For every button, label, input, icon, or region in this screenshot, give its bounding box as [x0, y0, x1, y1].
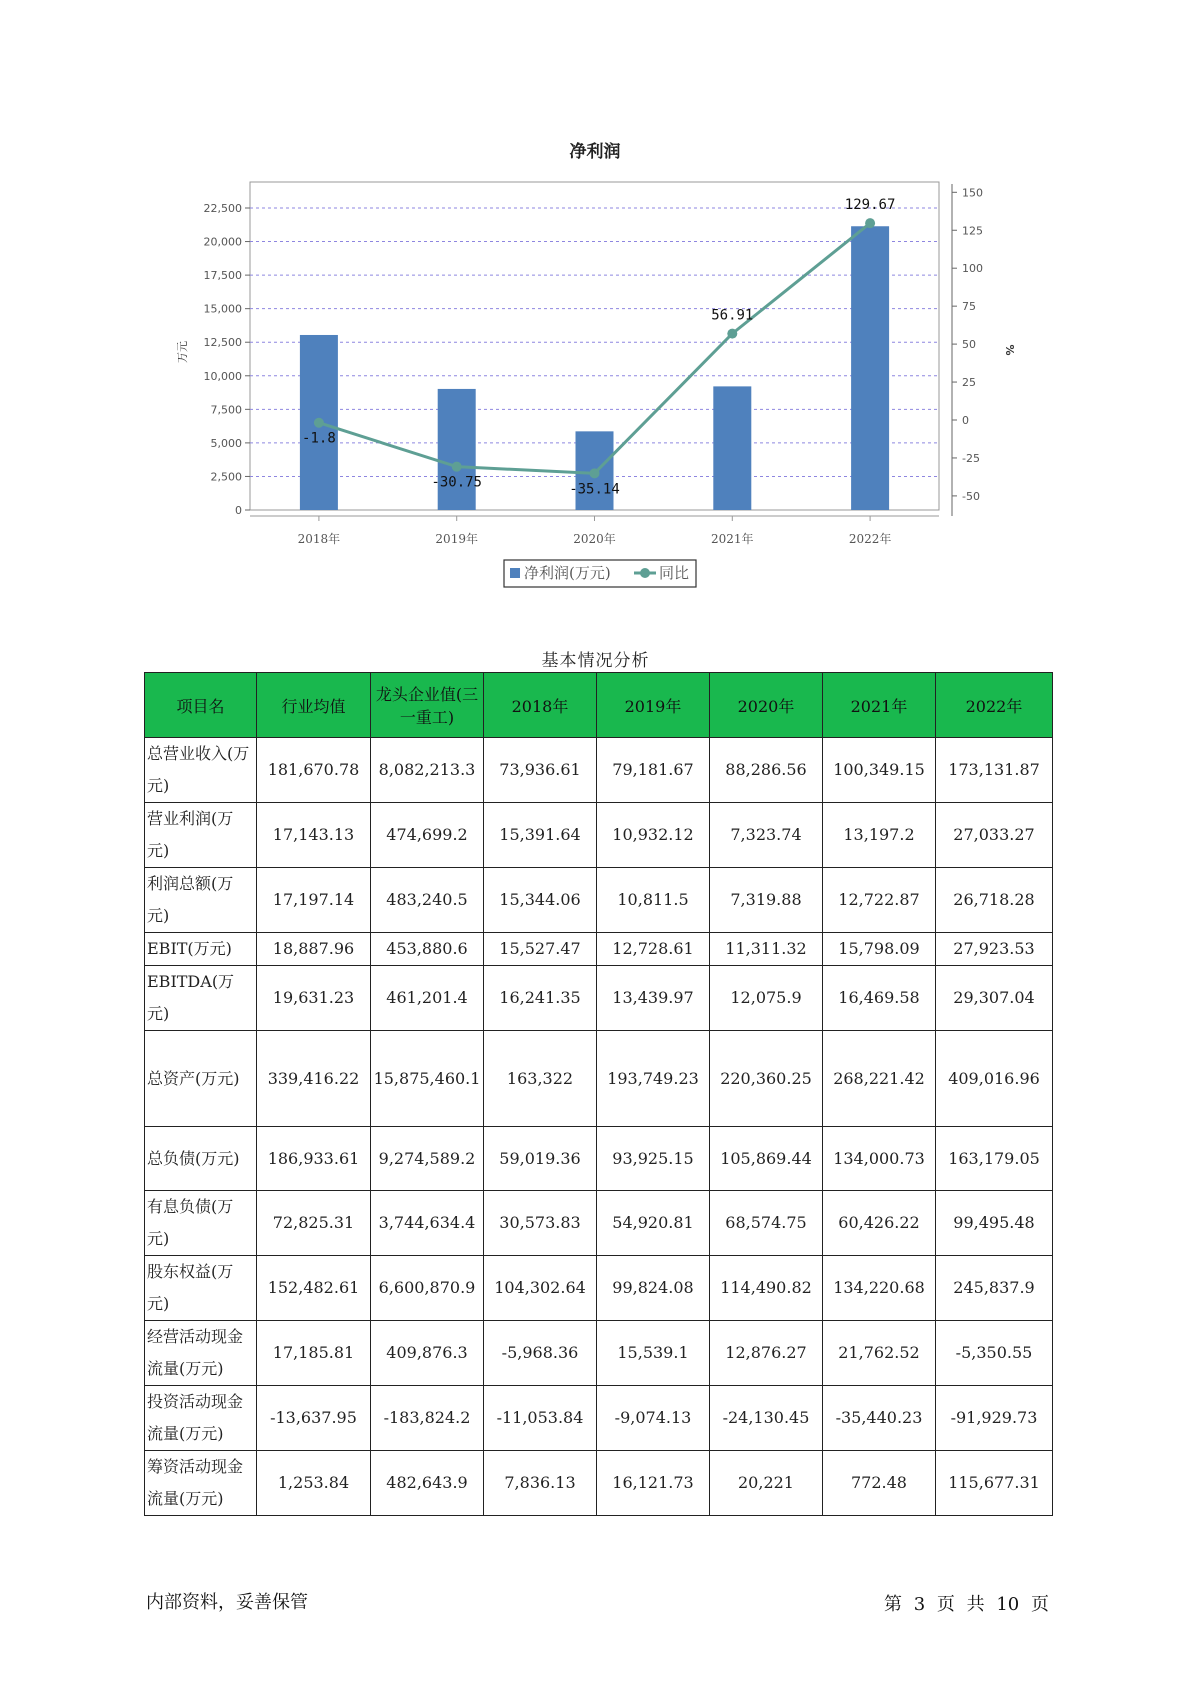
row-label: 总营业收入(万元) [145, 738, 257, 803]
table-header-row [145, 673, 1053, 738]
table-cell: 26,718.28 [936, 868, 1053, 933]
table-row [145, 1191, 1053, 1256]
table-cell: 21,762.52 [823, 1321, 936, 1386]
row-label: EBITDA(万元) [145, 966, 257, 1031]
table-cell: 17,197.14 [257, 868, 371, 933]
table-cell: -13,637.95 [257, 1386, 371, 1451]
table-cell: 173,131.87 [936, 738, 1053, 803]
table-cell: 27,923.53 [936, 933, 1053, 966]
legend-bar-swatch [510, 568, 520, 578]
table-cell: 474,699.2 [371, 803, 484, 868]
table-cell: 409,876.3 [371, 1321, 484, 1386]
x-tick-label: 2022年 [848, 532, 892, 546]
table-header-cell: 2021年 [823, 673, 936, 738]
yoy-point [727, 329, 737, 339]
y2-tick-label: -50 [962, 489, 980, 503]
table-cell: 105,869.44 [710, 1127, 823, 1191]
x-tick-label: 2019年 [435, 532, 478, 546]
y-tick-label: 22,500 [203, 202, 242, 215]
table-cell: 12,728.61 [597, 933, 710, 966]
table-cell: 220,360.25 [710, 1031, 823, 1127]
table-cell: 12,075.9 [710, 966, 823, 1031]
table-cell: 7,319.88 [710, 868, 823, 933]
table-cell: 20,221 [710, 1451, 823, 1516]
table-cell: 18,887.96 [257, 933, 371, 966]
table-cell: 17,185.81 [257, 1321, 371, 1386]
table-cell: 186,933.61 [257, 1127, 371, 1191]
table-cell: 15,539.1 [597, 1321, 710, 1386]
table-cell: 15,875,460.1 [371, 1031, 484, 1127]
table-cell: 10,811.5 [597, 868, 710, 933]
table-cell: 99,824.08 [597, 1256, 710, 1321]
table-cell: 17,143.13 [257, 803, 371, 868]
table-caption: 基本情况分析 [541, 651, 650, 671]
table-cell: 99,495.48 [936, 1191, 1053, 1256]
y-tick-label: 0 [235, 504, 242, 517]
yoy-data-label: -1.8 [302, 430, 336, 447]
table-row [145, 1321, 1053, 1386]
table-row [145, 738, 1053, 803]
y2-tick-label: -25 [962, 451, 980, 465]
table-cell: 12,876.27 [710, 1321, 823, 1386]
table-cell: 409,016.96 [936, 1031, 1053, 1127]
row-label: 总负债(万元) [145, 1127, 257, 1191]
table-cell: 15,344.06 [484, 868, 597, 933]
table-cell: 16,121.73 [597, 1451, 710, 1516]
y2-tick-label: 25 [962, 376, 976, 390]
table-cell: 13,439.97 [597, 966, 710, 1031]
table-cell: 16,469.58 [823, 966, 936, 1031]
table-cell: 245,837.9 [936, 1256, 1053, 1321]
yoy-data-label: 56.91 [711, 307, 754, 324]
yoy-point [865, 218, 875, 228]
table-row [145, 1127, 1053, 1191]
x-tick-label: 2021年 [711, 532, 754, 546]
table-header-cell: 龙头企业值(三一重工) [371, 673, 484, 738]
table-cell: 8,082,213.3 [371, 738, 484, 803]
yoy-point [314, 418, 324, 428]
row-label: 总资产(万元) [145, 1031, 257, 1127]
table-cell: 19,631.23 [257, 966, 371, 1031]
yoy-point [590, 468, 600, 478]
y2-tick-label: 125 [962, 224, 983, 238]
y-tick-label: 20,000 [203, 235, 242, 249]
table-cell: -9,074.13 [597, 1386, 710, 1451]
row-label: 营业利润(万元) [145, 803, 257, 868]
table-cell: -35,440.23 [823, 1386, 936, 1451]
footer-confidential-note: 内部资料，妥善保管 [146, 1592, 308, 1613]
table-cell: 453,880.6 [371, 933, 484, 966]
table-row [145, 933, 1053, 966]
table-cell: 772.48 [823, 1451, 936, 1516]
table-row [145, 803, 1053, 868]
y-tick-label: 10,000 [203, 369, 242, 383]
table-header-cell: 2018年 [484, 673, 597, 738]
table-cell: 16,241.35 [484, 966, 597, 1031]
bar [713, 386, 751, 510]
table-cell: 30,573.83 [484, 1191, 597, 1256]
table-cell: 268,221.42 [823, 1031, 936, 1127]
table-cell: 483,240.5 [371, 868, 484, 933]
row-label: 股东权益(万元) [145, 1256, 257, 1321]
table-cell: 1,253.84 [257, 1451, 371, 1516]
table-cell: 339,416.22 [257, 1031, 371, 1127]
table-cell: 60,426.22 [823, 1191, 936, 1256]
chart-title: 净利润 [569, 142, 621, 162]
row-label: 有息负债(万元) [145, 1191, 257, 1256]
yoy-point [452, 462, 462, 472]
row-label: 筹资活动现金流量(万元) [145, 1451, 257, 1516]
table-header-cell: 项目名 [145, 673, 257, 738]
row-label: 投资活动现金流量(万元) [145, 1386, 257, 1451]
table-cell: 88,286.56 [710, 738, 823, 803]
bar [438, 389, 476, 510]
row-label: 经营活动现金流量(万元) [145, 1321, 257, 1386]
table-cell: 100,349.15 [823, 738, 936, 803]
table-cell: -5,968.36 [484, 1321, 597, 1386]
y2-tick-label: 75 [962, 300, 976, 314]
y2-axis-label: % [1003, 344, 1016, 356]
y2-tick-label: 0 [962, 414, 969, 427]
y-tick-label: 17,500 [203, 269, 242, 283]
table-cell: 115,677.31 [936, 1451, 1053, 1516]
row-label: 利润总额(万元) [145, 868, 257, 933]
table-cell: 10,932.12 [597, 803, 710, 868]
table-cell: 7,836.13 [484, 1451, 597, 1516]
table-cell: -24,130.45 [710, 1386, 823, 1451]
table-cell: 461,201.4 [371, 966, 484, 1031]
legend-line-marker [640, 568, 650, 578]
table-header-cell: 2019年 [597, 673, 710, 738]
table-cell: -91,929.73 [936, 1386, 1053, 1451]
table-cell: 163,179.05 [936, 1127, 1053, 1191]
table-cell: 73,936.61 [484, 738, 597, 803]
yoy-data-label: 129.67 [844, 197, 896, 214]
y-tick-label: 2,500 [210, 470, 242, 484]
table-cell: 15,391.64 [484, 803, 597, 868]
table-header-cell: 2020年 [710, 673, 823, 738]
table-cell: 134,000.73 [823, 1127, 936, 1191]
table-cell: 114,490.82 [710, 1256, 823, 1321]
y-tick-label: 15,000 [203, 302, 242, 316]
table-header-cell: 2022年 [936, 673, 1053, 738]
y-tick-label: 12,500 [203, 336, 242, 350]
x-tick-label: 2018年 [297, 532, 341, 546]
table-cell: 7,323.74 [710, 803, 823, 868]
footer-page-number: 第 3 页 共 10 页 [884, 1594, 1049, 1615]
table-cell: 482,643.9 [371, 1451, 484, 1516]
table-cell: 13,197.2 [823, 803, 936, 868]
table-cell: 11,311.32 [710, 933, 823, 966]
yoy-data-label: -30.75 [431, 474, 482, 491]
bar [851, 226, 889, 510]
table-cell: 152,482.61 [257, 1256, 371, 1321]
y2-tick-label: 100 [962, 262, 983, 276]
y2-tick-label: 150 [962, 186, 983, 200]
table-cell: 104,302.64 [484, 1256, 597, 1321]
table-cell: 6,600,870.9 [371, 1256, 484, 1321]
table-row [145, 1386, 1053, 1451]
table-row [145, 966, 1053, 1031]
table-cell: 12,722.87 [823, 868, 936, 933]
table-row [145, 1256, 1053, 1321]
table-cell: 27,033.27 [936, 803, 1053, 868]
y2-tick-label: 50 [962, 338, 976, 352]
table-cell: 163,322 [484, 1031, 597, 1127]
table-cell: 181,670.78 [257, 738, 371, 803]
row-label: EBIT(万元) [145, 933, 257, 966]
table-cell: 9,274,589.2 [371, 1127, 484, 1191]
y-tick-label: 7,500 [210, 403, 242, 417]
table-cell: 54,920.81 [597, 1191, 710, 1256]
table-cell: -11,053.84 [484, 1386, 597, 1451]
table-row [145, 1451, 1053, 1516]
y-tick-label: 5,000 [210, 436, 242, 450]
table-cell: 15,798.09 [823, 933, 936, 966]
legend-line-label: 同比 [659, 564, 690, 582]
table-cell: 68,574.75 [710, 1191, 823, 1256]
net-profit-chart [0, 0, 1191, 600]
table-header-cell: 行业均值 [257, 673, 371, 738]
table-row [145, 868, 1053, 933]
table-cell: 15,527.47 [484, 933, 597, 966]
table-cell: 93,925.15 [597, 1127, 710, 1191]
legend-bar-label: 净利润(万元) [524, 564, 611, 582]
basic-analysis-table [144, 672, 1053, 1516]
table-cell: -5,350.55 [936, 1321, 1053, 1386]
y-axis-label: 万元 [176, 341, 189, 363]
table-cell: 3,744,634.4 [371, 1191, 484, 1256]
table-cell: 79,181.67 [597, 738, 710, 803]
table-cell: -183,824.2 [371, 1386, 484, 1451]
x-tick-label: 2020年 [573, 532, 616, 546]
table-cell: 29,307.04 [936, 966, 1053, 1031]
table-row [145, 1031, 1053, 1127]
table-cell: 134,220.68 [823, 1256, 936, 1321]
table-cell: 72,825.31 [257, 1191, 371, 1256]
table-cell: 193,749.23 [597, 1031, 710, 1127]
table-cell: 59,019.36 [484, 1127, 597, 1191]
yoy-data-label: -35.14 [569, 481, 620, 498]
